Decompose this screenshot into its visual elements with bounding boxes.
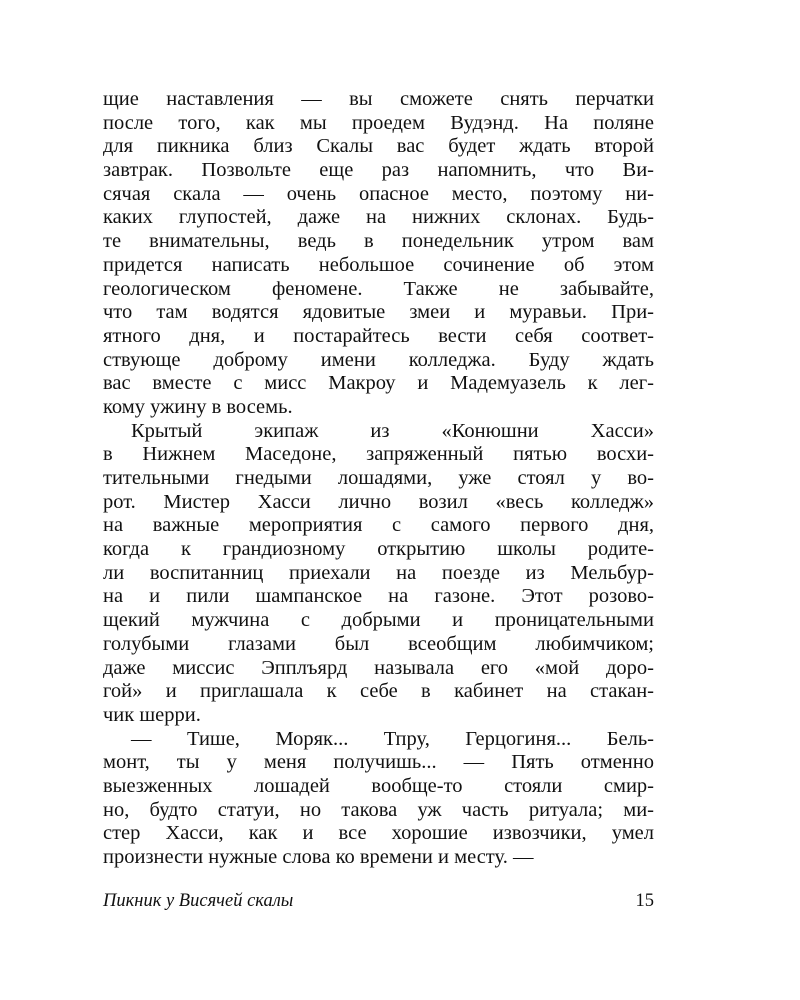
running-title: Пикник у Висячей скалы [103,891,294,911]
text-line: рот. Мистер Хасси лично возил «весь колледж» [103,490,654,513]
text-line: выезженных лошадей вообще-то стояли смир- [103,774,654,797]
text-line: сячая скала — очень опасное место, поэтому ни- [103,182,654,205]
text-line: в Нижнем Маседоне, запряженный пятью восхи- [103,443,654,466]
text-line: стер Хасси, как и все хорошие извозчики, умел [103,822,654,845]
text-line: ствующе доброму имени колледжа. Буду ждать [103,348,654,371]
page-number: 15 [635,891,654,911]
text-line: даже миссис Эпплъярд называла его «мой доро- [103,656,654,679]
text-line: — Тише, Моряк... Тпру, Герцогиня... Бель- [131,727,654,750]
text-line: произнести нужные слова ко времени и месту. — [103,846,534,868]
text-line: ятного дня, и постарайтесь вести себя соответ- [103,324,654,347]
text-line: каких глупостей, даже на нижних склонах. Будь- [103,206,654,229]
text-line: на и пили шампанское на газоне. Этот розово- [103,585,654,608]
text-line: когда к грандиозному открытию школы родите- [103,538,654,561]
text-line: после того, как мы проедем Вудэнд. На поляне [103,111,654,134]
text-line: кому ужину в восемь. [103,395,293,418]
text-line: щие наставления — вы сможете снять перчатки [103,88,654,110]
text-line: но, будто статуи, но такова уж часть ритуала; ми- [103,798,654,821]
text-line: вас вместе с мисс Макроу и Мадемуазель к лег- [103,372,654,395]
text-line: Крытый экипаж из «Конюшни Хасси» [131,419,654,442]
body-text [103,88,654,870]
text-line: те внимательны, ведь в понедельник утром вам [103,230,654,253]
text-line: гой» и приглашала к себе в кабинет на стакан- [103,680,654,703]
text-line: на важные мероприятия с самого первого дня, [103,514,654,537]
text-line: для пикника близ Скалы вас будет ждать второй [103,135,654,158]
text-line: что там водятся ядовитые змеи и муравьи. При- [103,301,654,324]
text-line: монт, ты у меня получишь... — Пять отменно [103,751,654,774]
text-line: геологическом феномене. Также не забывайте, [103,277,654,300]
text-line: чик шерри. [103,703,201,726]
text-line: придется написать небольшое сочинение об этом [103,253,654,276]
text-line: тительными гнедыми лошадями, уже стоял у во- [103,467,654,489]
page-footer [103,891,654,917]
text-line: ли воспитанниц приехали на поезде из Мельбур- [103,561,654,584]
text-line: голубыми глазами был всеобщим любимчиком; [103,632,654,655]
text-line: щекий мужчина с добрыми и проницательными [103,609,654,632]
text-line: завтрак. Позвольте еще раз напомнить, что Ви- [103,159,654,182]
